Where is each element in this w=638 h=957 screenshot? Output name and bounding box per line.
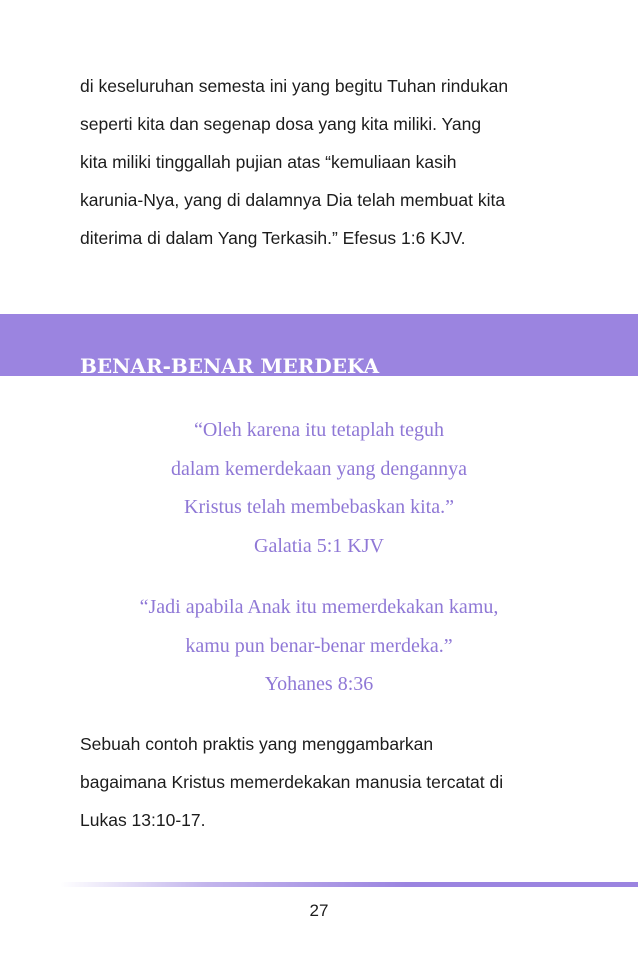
intro-paragraph-line: diterima di dalam Yang Terkasih.” Efesus 1:6 KJV.: [80, 228, 466, 248]
scripture-quote-yohanes: [40, 588, 598, 704]
quote-reference: Galatia 5:1 KJV: [254, 534, 384, 557]
quote-line: “Jadi apabila Anak itu memerdekakan kamu,: [139, 596, 499, 618]
quote-line: dalam kemerdekaan yang dengannya: [171, 457, 467, 480]
intro-paragraph-line: kita miliki tinggallah pujian atas “kemuliaan kasih: [80, 152, 457, 172]
quote-line: kamu pun benar-benar merdeka.”: [185, 634, 453, 657]
quote-line: Kristus telah membebaskan kita.”: [184, 496, 454, 518]
closing-paragraph: [80, 725, 600, 839]
scripture-quote-galatia: [40, 411, 598, 565]
quote-reference: Yohanes 8:36: [264, 673, 374, 695]
quote-line: “Oleh karena itu tetaplah teguh: [194, 419, 444, 441]
closing-paragraph-line: Lukas 13:10-17.: [80, 810, 206, 830]
section-header-band: [0, 314, 638, 376]
intro-paragraph-line: karunia-Nya, yang di dalamnya Dia telah membuat kita: [80, 190, 506, 210]
footer-divider: [60, 882, 638, 887]
intro-paragraph: [80, 67, 600, 257]
closing-paragraph-line: Sebuah contoh praktis yang menggambarkan: [80, 734, 434, 754]
intro-paragraph-line: seperti kita dan segenap dosa yang kita miliki. Yang: [80, 114, 482, 134]
intro-paragraph-line: di keseluruhan semesta ini yang begitu Tuhan rindukan: [80, 76, 509, 96]
section-title: BENAR-BENAR MERDEKA: [80, 354, 380, 376]
closing-paragraph-line: bagaimana Kristus memerdekakan manusia tercatat di: [80, 772, 504, 792]
page-number: 27: [309, 901, 329, 920]
